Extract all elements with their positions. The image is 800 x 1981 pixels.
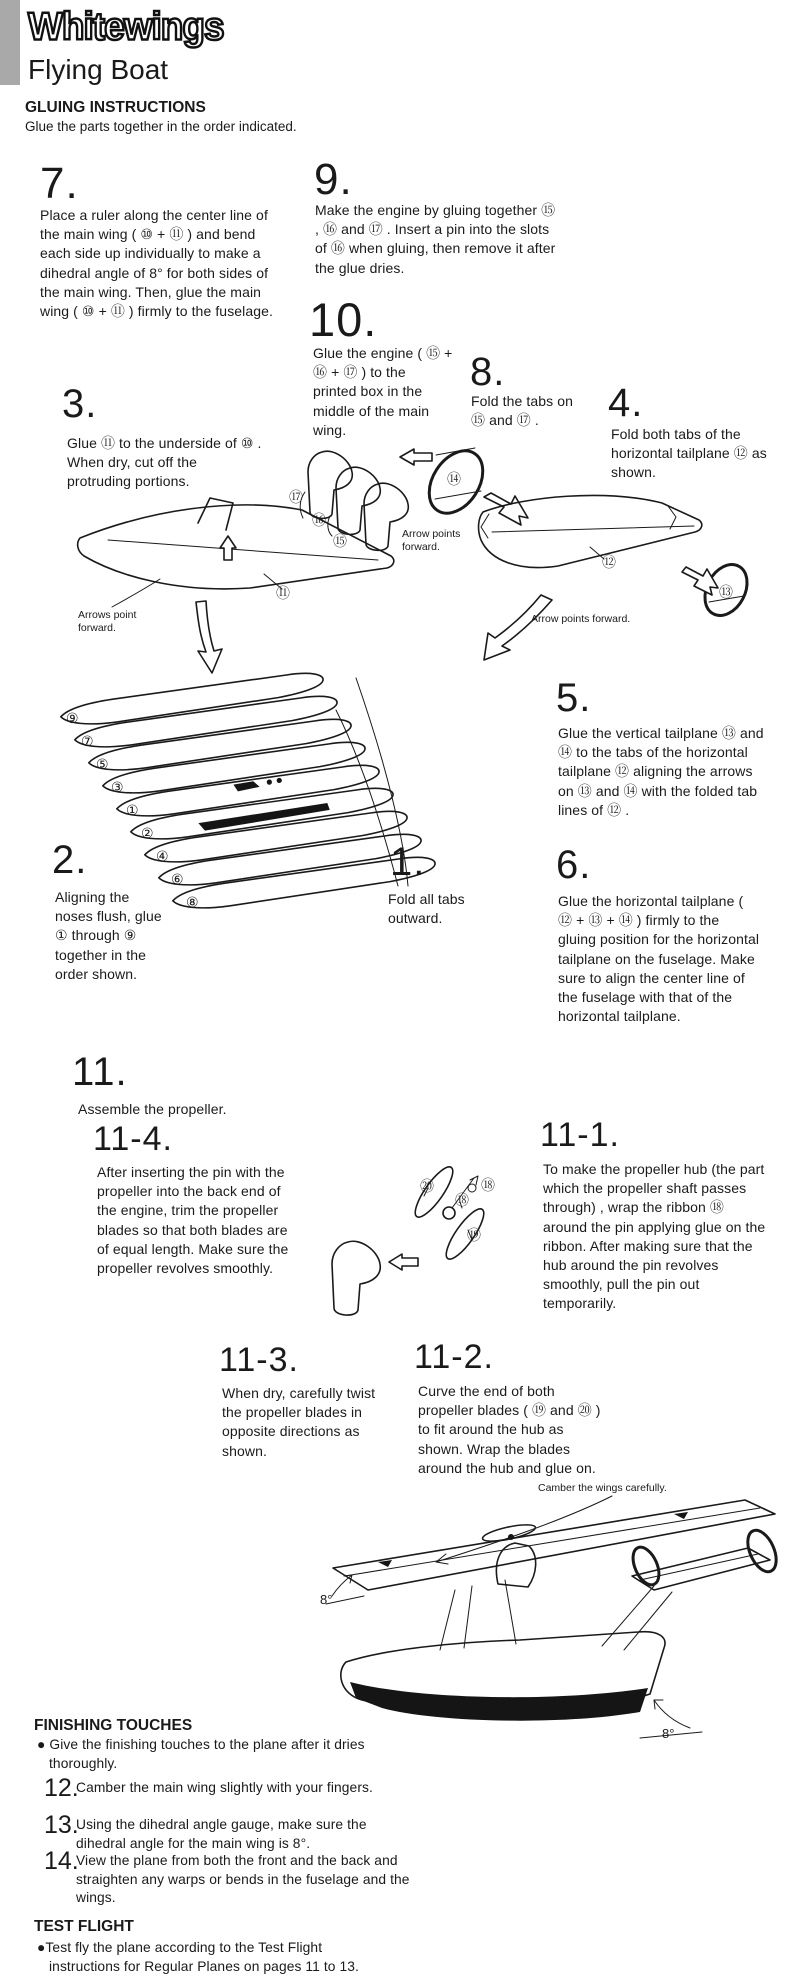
- part-label-15: ⑮: [333, 533, 347, 549]
- prop-label-18a: ⑱: [455, 1192, 469, 1208]
- test-flight-text: ●Test fly the plane according to the Test Flight instructions for Regular Planes on pages 11 to 13.: [37, 1940, 359, 1974]
- camber-arrow: [436, 1496, 612, 1564]
- step-1-number: 1.: [390, 840, 426, 884]
- step-11-1-number: 11-1.: [540, 1116, 620, 1154]
- engine-parts-drawing: [300, 451, 408, 550]
- step-8-number: 8.: [470, 350, 506, 394]
- camber-note: Camber the wings carefully.: [538, 1482, 667, 1494]
- step-11-2-text: Curve the end of both propeller blades ( ⑲ and ⑳ ) to fit around the hub as shown. Wrap the blades around the hub and glue on.: [418, 1383, 601, 1476]
- part-label-11: ⑪: [276, 585, 290, 601]
- part-label-12: ⑫: [602, 554, 616, 570]
- step-1-text: Fold all tabs outward.: [388, 891, 465, 927]
- step-5-number: 5.: [556, 676, 592, 720]
- step-3-text: Glue ⑪ to the underside of ⑩ . When dry, cut off the protruding portions.: [67, 435, 262, 490]
- step-11-3-number: 11-3.: [219, 1341, 299, 1379]
- step-7-number: 7.: [40, 159, 79, 208]
- step-4-text: Fold both tabs of the horizontal tailplane ⑫ as shown.: [611, 426, 767, 481]
- item-13-number: 13.: [44, 1811, 79, 1839]
- angle-label-right: 8°: [662, 1726, 675, 1741]
- item-14-number: 14.: [44, 1847, 79, 1875]
- stack-label-9: ⑨: [66, 710, 79, 726]
- angle-label-left: 8°: [320, 1592, 333, 1607]
- item-14-text: View the plane from both the front and the back and straighten any warps or bends in the fuselage and the wings.: [76, 1853, 410, 1905]
- step-3-number: 3.: [62, 382, 98, 426]
- step-11-4-text: After inserting the pin with the propeller into the back end of the engine, trim the propeller blades so that both blades are of equal length. Make sure the propeller revolves smoothly.: [97, 1164, 289, 1277]
- part-label-13: ⑬: [719, 584, 733, 600]
- step-2-text: Aligning the noses flush, glue ① through ⑨ together in the order shown.: [55, 889, 162, 982]
- page-title: Flying Boat: [28, 54, 169, 85]
- section-heading: GLUING INSTRUCTIONS: [25, 99, 206, 116]
- prop-label-18b: ⑱: [481, 1177, 495, 1193]
- margin-mark: [0, 0, 20, 85]
- brand-logo: Whitewings: [28, 4, 224, 48]
- test-flight-heading: TEST FLIGHT: [34, 1918, 134, 1935]
- tail-assembly-drawing: [602, 1526, 782, 1650]
- stack-label-2: ②: [141, 825, 154, 841]
- step-11-number: 11.: [72, 1050, 128, 1094]
- finishing-bullet-text: ● Give the finishing touches to the plane after it dries thoroughly.: [37, 1737, 365, 1771]
- part-label-14: ⑭: [447, 471, 461, 487]
- flow-arrow-tail-to-stack: [484, 595, 552, 660]
- stack-label-1: ①: [126, 802, 139, 818]
- step-2-number: 2.: [52, 838, 88, 882]
- stack-label-6: ⑥: [171, 871, 184, 887]
- section-intro: Glue the parts together in the order indicated.: [25, 119, 297, 134]
- prop-label-19: ⑲: [467, 1227, 481, 1243]
- step-11-1-text: To make the propeller hub (the part which the propeller shaft passes through) , wrap the ribbon ⑱ around the pin applying glue on the ribbon. After making sure that the hub around the pin revolves smoothly, pull the pin out temporarily.: [543, 1161, 766, 1312]
- item-13-text: Using the dihedral angle gauge, make sure the dihedral angle for the main wing is 8°.: [76, 1817, 367, 1851]
- part-label-16: ⑯: [312, 512, 326, 528]
- stack-label-8: ⑧: [186, 894, 199, 910]
- flow-arrow-propeller: [389, 1254, 418, 1270]
- flow-arrow-fin13: [682, 567, 718, 595]
- flow-arrow-wing-to-stack: [196, 601, 222, 673]
- stack-label-5: ⑤: [96, 756, 109, 772]
- step-6-text: Glue the horizontal tailplane ( ⑫ + ⑬ + ⑭ ) firmly to the gluing position for the horizontal tailplane on the fuselage. Make sure to align the center line of the fuselage with that of the horizontal tailplane.: [558, 893, 760, 1025]
- item-12-number: 12.: [44, 1774, 79, 1802]
- finishing-heading: FINISHING TOUCHES: [34, 1717, 193, 1734]
- step-9-number: 9.: [314, 155, 353, 204]
- note-arrow-points-forward-mid: Arrow points forward.: [402, 528, 461, 553]
- step-11-4-number: 11-4.: [93, 1120, 173, 1158]
- main-wing-drawing: [78, 498, 394, 607]
- item-12-text: Camber the main wing slightly with your fingers.: [76, 1780, 373, 1795]
- step-6-number: 6.: [556, 843, 592, 887]
- stack-label-3: ③: [111, 779, 124, 795]
- note-arrow-points-forward-right: Arrow points forward.: [531, 613, 631, 625]
- step-11-text: Assemble the propeller.: [78, 1101, 227, 1117]
- step-10-text: Glue the engine ( ⑮ + ⑯ + ⑰ ) to the printed box in the middle of the main wing.: [313, 345, 453, 438]
- note-arrows-point-forward: Arrows point forward.: [78, 609, 137, 634]
- part-label-17: ⑰: [289, 489, 303, 505]
- prop-label-20: ⑳: [420, 1178, 434, 1194]
- step-7-text: Place a ruler along the center line of the main wing ( ⑩ + ⑪ ) and bend each side up individually to make a dihedral angle of 8° for both sides of the main wing. Then, glue the main wing ( ⑩ + ⑪ ) firmly to the fuselage.: [40, 207, 274, 320]
- fold-arrow-wing: [220, 536, 236, 560]
- step-10-number: 10.: [309, 293, 378, 346]
- stack-label-4: ④: [156, 848, 169, 864]
- step-4-number: 4.: [608, 381, 644, 425]
- stack-label-7: ⑦: [81, 733, 94, 749]
- engine-piece-drawing: [332, 1241, 380, 1315]
- step-11-2-number: 11-2.: [414, 1338, 494, 1376]
- vertical-fin-14-drawing: [418, 441, 528, 525]
- step-8-text: Fold the tabs on ⑮ and ⑰ .: [471, 393, 573, 429]
- step-11-3-text: When dry, carefully twist the propeller blades in opposite directions as shown.: [222, 1385, 376, 1459]
- step-5-text: Glue the vertical tailplane ⑬ and ⑭ to the tabs of the horizontal tailplane ⑫ aligning the arrows on ⑬ and ⑭ with the folded tab lines of ⑫ .: [558, 725, 764, 818]
- step-9-text: Make the engine by gluing together ⑮ , ⑯ and ⑰ . Insert a pin into the slots of ⑯ when gluing, then remove it after the glue dries.: [315, 202, 556, 276]
- hull-drawing: [341, 1580, 665, 1721]
